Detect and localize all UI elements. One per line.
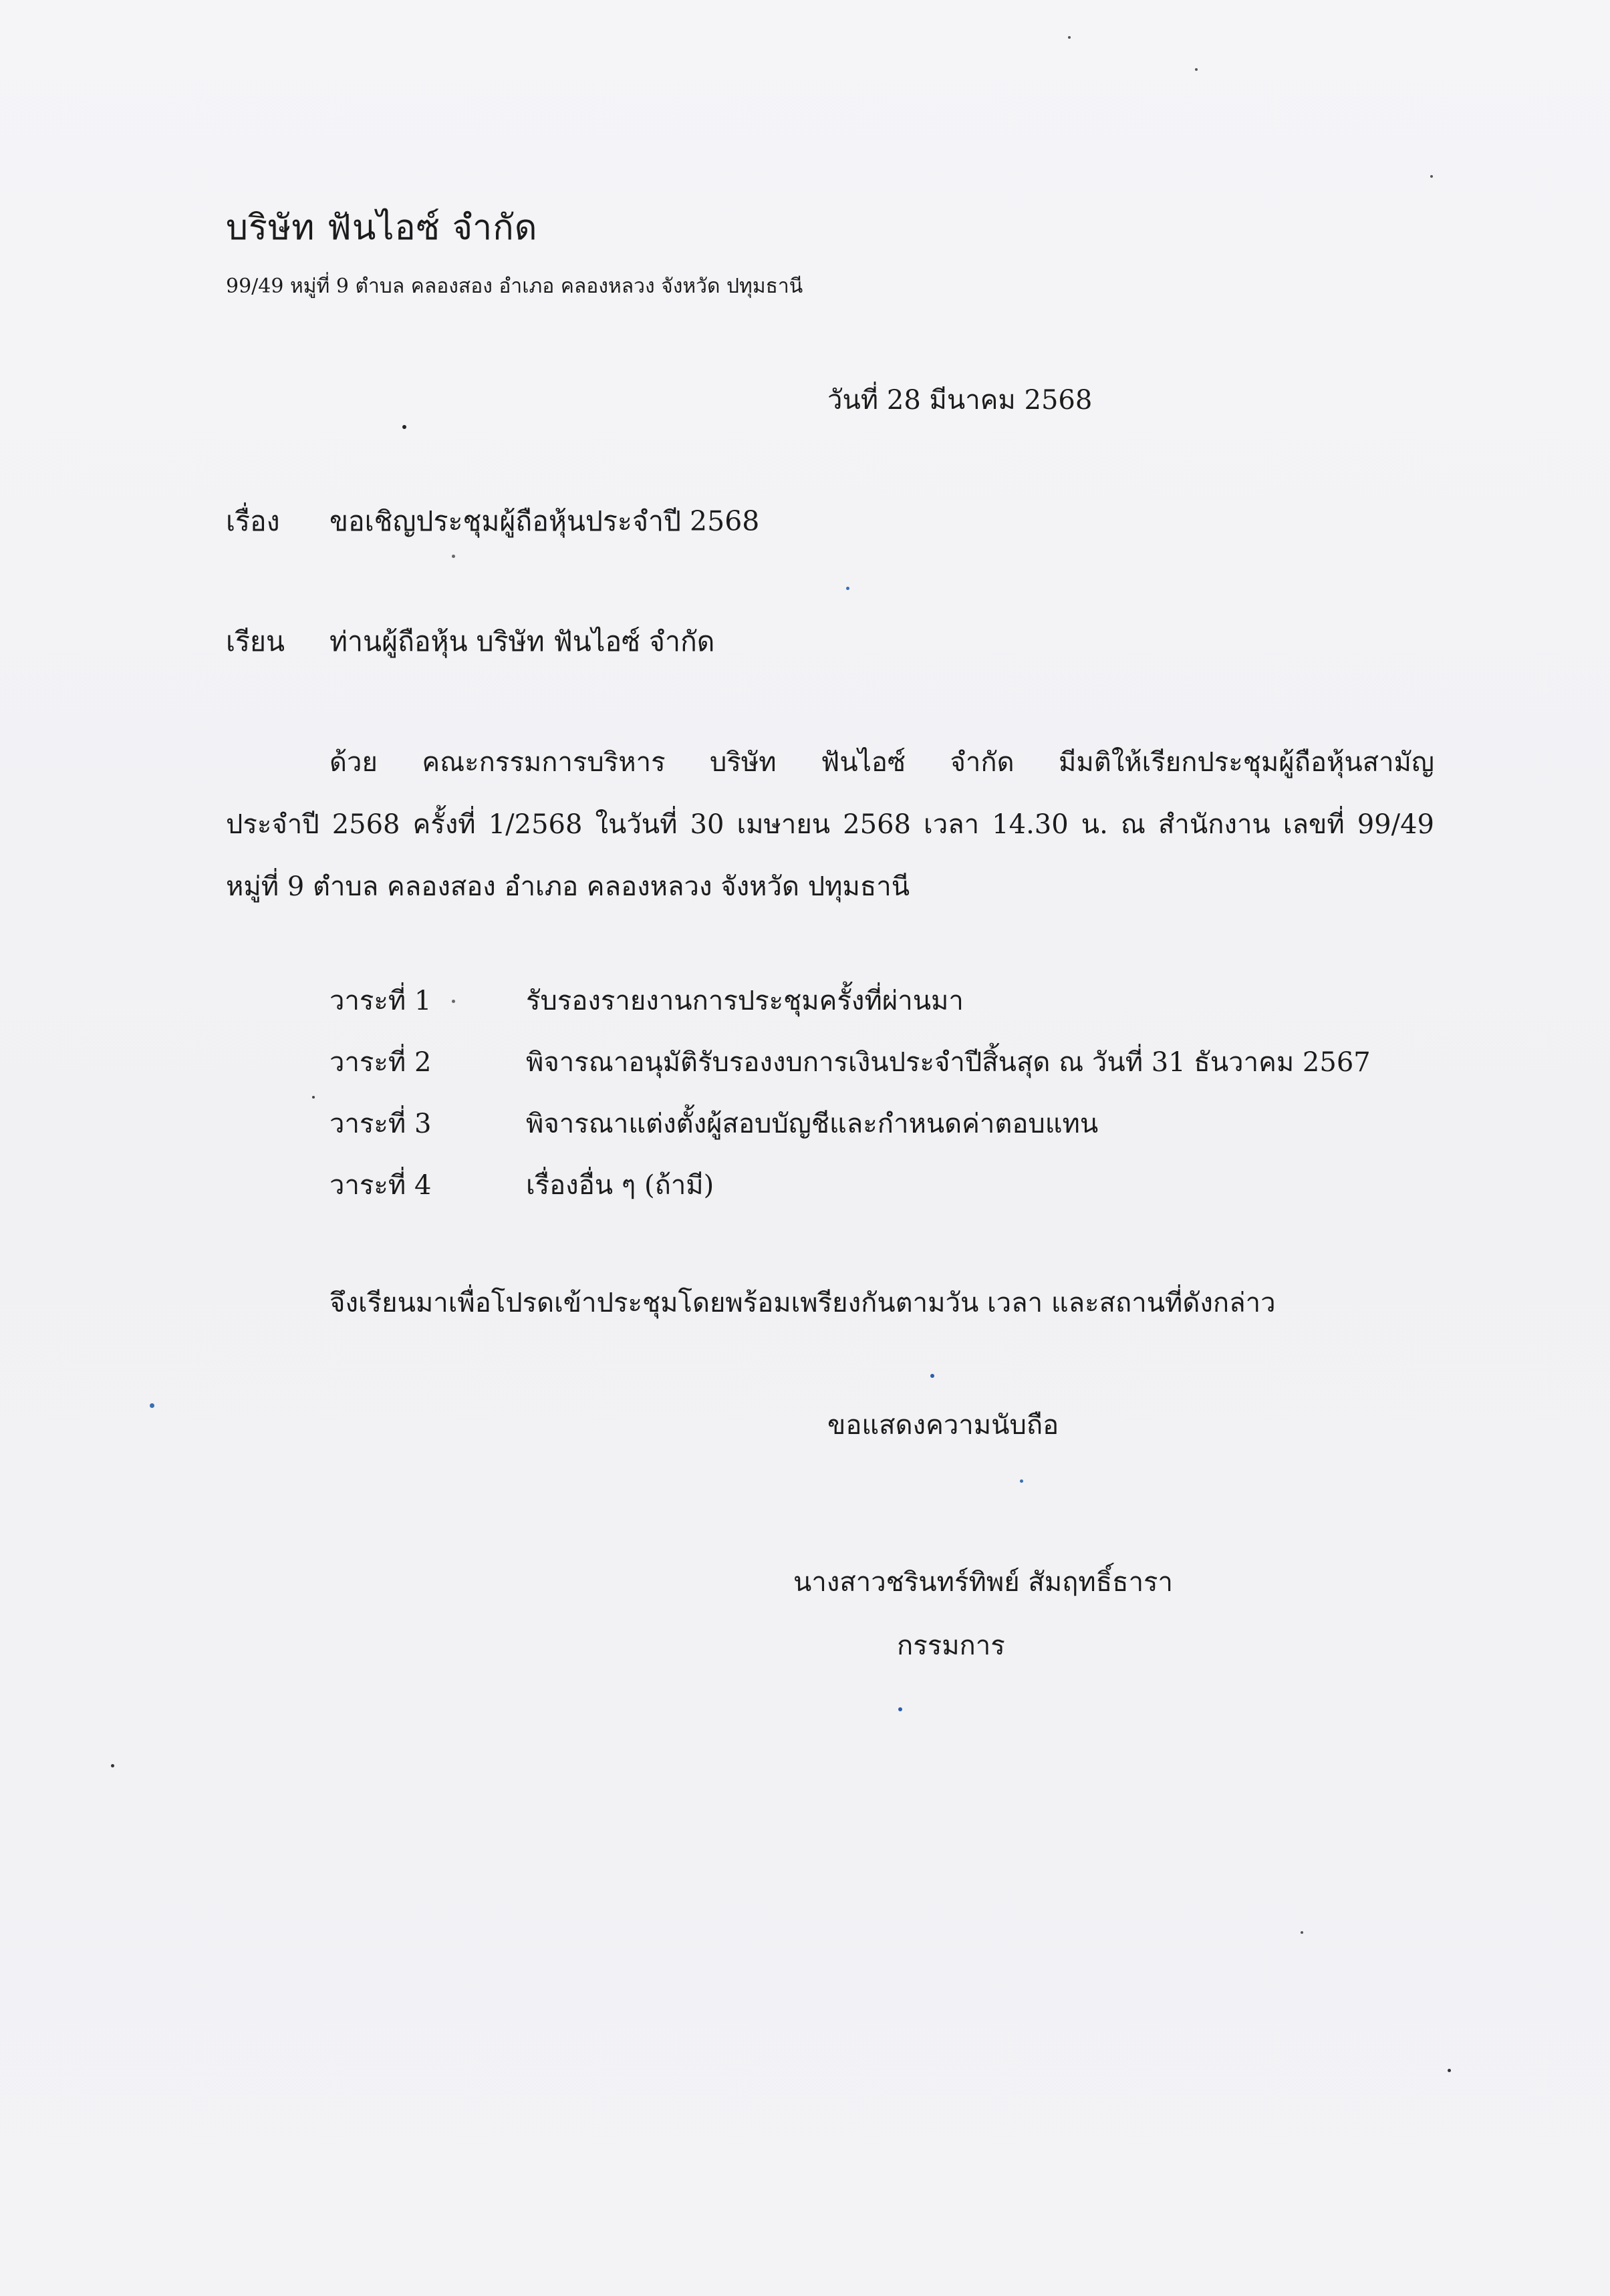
agenda-description: เรื่องอื่น ๆ (ถ้ามี) xyxy=(526,1170,714,1201)
company-address: 99/49 หมู่ที่ 9 ตำบล คลองสอง อำเภอ คลองหลวง จังหวัด ปทุมธานี xyxy=(226,275,803,298)
agenda-number: วาระที่ 4 xyxy=(329,1170,432,1201)
scan-speck xyxy=(1020,1479,1023,1483)
agenda-number: วาระที่ 1 xyxy=(329,986,432,1016)
letter-date: วันที่ 28 มีนาคม 2568 xyxy=(827,385,1093,416)
scan-speck xyxy=(898,1707,902,1711)
subject-text: ขอเชิญประชุมผู้ถือหุ้นประจำปี 2568 xyxy=(329,505,760,537)
body-paragraph xyxy=(226,732,1434,918)
body-line: ด้วย คณะกรรมการบริหาร บริษัท ฟันไอซ์ จำกัด มีมติให้เรียกประชุมผู้ถือหุ้นสามัญ xyxy=(329,747,1434,778)
agenda-number: วาระที่ 2 xyxy=(329,1047,432,1078)
scan-speck xyxy=(930,1374,934,1378)
company-name: บริษัท ฟันไอซ์ จำกัด xyxy=(226,208,538,248)
scan-speck xyxy=(1448,2069,1451,2072)
scan-speck xyxy=(402,425,406,429)
body-line: ประจำปี 2568 ครั้งที่ 1/2568 ในวันที่ 30 เมษายน 2568 เวลา 14.30 น. ณ สำนักงาน เลขที่ 99/49 xyxy=(226,809,1434,840)
scan-speck xyxy=(846,587,849,590)
scan-speck xyxy=(111,1764,114,1767)
scan-speck xyxy=(150,1403,154,1408)
recipient-label: เรียน xyxy=(226,625,285,658)
scan-speck xyxy=(312,1096,315,1099)
closing-statement: จึงเรียนมาเพื่อโปรดเข้าประชุมโดยพร้อมเพรียงกันตามวัน เวลา และสถานที่ดังกล่าว xyxy=(329,1288,1276,1318)
scan-speck xyxy=(1068,36,1071,39)
signer-name: นางสาวชรินทร์ทิพย์ สัมฤทธิ์ธารา xyxy=(793,1567,1173,1598)
scan-speck xyxy=(452,1000,455,1003)
regards-line: ขอแสดงความนับถือ xyxy=(827,1410,1059,1441)
scan-speck xyxy=(452,555,455,558)
agenda-number: วาระที่ 3 xyxy=(329,1109,432,1139)
scan-speck xyxy=(1301,1931,1303,1934)
agenda-description: รับรองรายงานการประชุมครั้งที่ผ่านมา xyxy=(526,986,964,1016)
agenda-description: พิจารณาอนุมัติรับรองงบการเงินประจำปีสิ้นสุด ณ วันที่ 31 ธันวาคม 2567 xyxy=(526,1047,1371,1078)
signer-title: กรรมการ xyxy=(897,1630,1005,1661)
body-line: หมู่ที่ 9 ตำบล คลองสอง อำเภอ คลองหลวง จังหวัด ปทุมธานี xyxy=(226,871,910,902)
scan-speck xyxy=(1430,175,1433,178)
scan-speck xyxy=(1195,68,1198,71)
agenda-description: พิจารณาแต่งตั้งผู้สอบบัญชีและกำหนดค่าตอบแทน xyxy=(526,1109,1099,1139)
subject-label: เรื่อง xyxy=(226,505,280,537)
recipient-text: ท่านผู้ถือหุ้น บริษัท ฟันไอซ์ จำกัด xyxy=(329,625,715,658)
